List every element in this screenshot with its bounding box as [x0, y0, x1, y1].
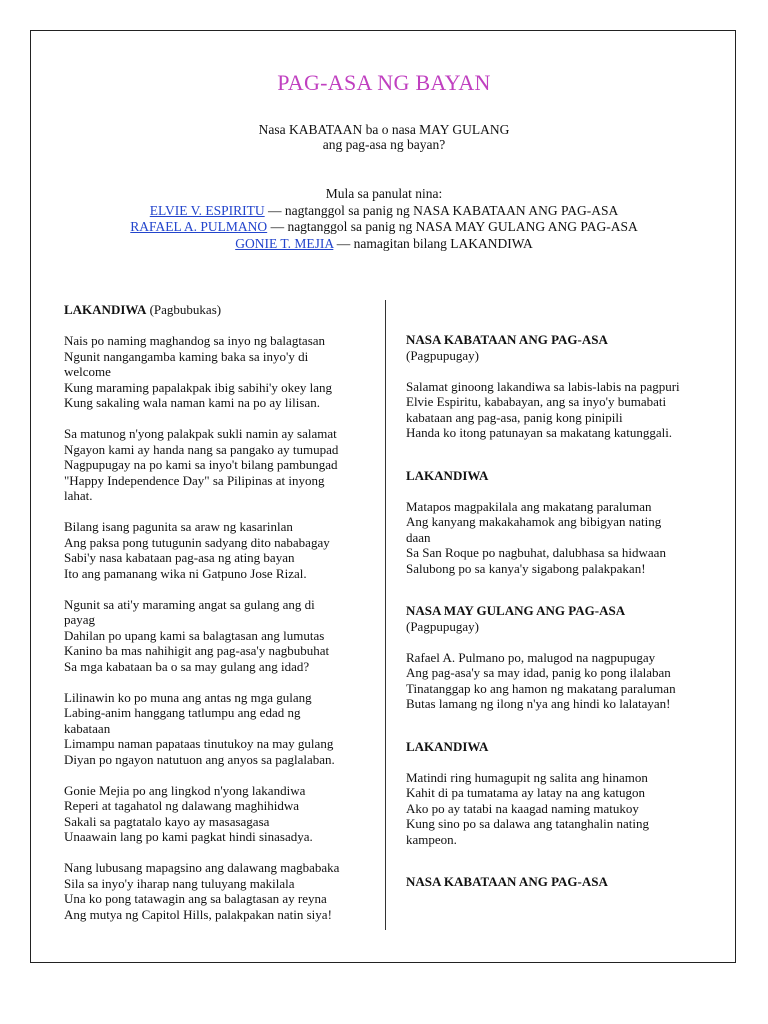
- section-heading: [64, 302, 379, 318]
- verse-line: Nais po naming maghandog sa inyo ng balagtasan: [64, 333, 326, 348]
- right-sections: [406, 332, 726, 890]
- verse-line: Ang pag-asa'y sa may idad, panig ko pong ilalaban: [406, 665, 671, 680]
- heading-sub: (Pagbubukas): [146, 302, 222, 317]
- verse-line: "Happy Independence Day" sa Pilipinas at inyong: [64, 472, 325, 488]
- verse-line: Rafael A. Pulmano po, malugod na nagpupugay: [406, 649, 656, 665]
- verse-line: Unaawain lang po kami pagkat hindi sinasadya.: [64, 829, 313, 844]
- verse-line: Ang mutya ng Capitol Hills, palakpakan natin siya!: [64, 906, 332, 922]
- author-role: — namagitan bilang LAKANDIWA: [333, 236, 533, 251]
- section-subheading: (Pagpupugay): [406, 618, 479, 634]
- verse-line: Ang kanyang makakahamok ang bibigyan nating: [406, 514, 662, 529]
- author-link-mejia[interactable]: GONIE T. MEJIA: [235, 236, 334, 251]
- verse-line: Salubong po sa kanya'y sigabong palakpakan!: [406, 560, 646, 576]
- author-row: [0, 203, 768, 219]
- section-heading: NASA MAY GULANG ANG PAG-ASA: [406, 603, 626, 618]
- verse-line: Salamat ginoong lakandiwa sa labis-labis na pagpuri: [406, 378, 680, 394]
- verse-line: Bilang isang pagunita sa araw ng kasarinlan: [64, 519, 293, 534]
- left-stanzas: [64, 333, 379, 922]
- author-role: — nagtanggol sa panig ng NASA KABATAAN ANG PAG-ASA: [264, 203, 619, 218]
- verse-line: Ako po ay tatabi na kaagad naming matukoy: [406, 800, 639, 816]
- left-column: [64, 302, 379, 922]
- verse-line: Nagpupugay na po kami sa inyo't bilang pambungad: [64, 457, 338, 472]
- heading-text: LAKANDIWA: [64, 302, 147, 317]
- verse-line: Gonie Mejia po ang lingkod n'yong lakandiwa: [64, 782, 306, 798]
- authors-intro: Mula sa panulat nina:: [325, 186, 443, 201]
- verse-line: Tinatanggap ko ang hamon ng makatang paraluman: [406, 680, 676, 696]
- verse-line: Labing-anim hanggang tatlumpu ang edad ng: [64, 705, 301, 720]
- verse-line: Una ko pong tatawagin ang sa balagtasan ay reyna: [64, 891, 327, 906]
- verse-line: Reperi at tagahatol ng dalawang maghihidwa: [64, 798, 300, 813]
- author-row: [0, 219, 768, 235]
- section-heading: LAKANDIWA: [406, 738, 489, 754]
- verse-line: Butas lamang ng ilong n'ya ang hindi ko lalatayan!: [406, 696, 671, 711]
- verse-line: Sa mga kabataan ba o sa may gulang ang idad?: [64, 658, 310, 674]
- verse-line: Sa matunog n'yong palakpak sukli namin ay salamat: [64, 426, 337, 441]
- verse-line: Sakali sa pagtatalo kayo ay masasagasa: [64, 813, 270, 829]
- verse-line: Dahilan po upang kami sa balagtasan ang lumutas: [64, 627, 325, 643]
- question-line-1: Nasa KABATAAN ba o nasa MAY GULANG: [258, 122, 510, 137]
- stanza: [406, 379, 726, 441]
- verse-line: Lilinawin ko po muna ang antas ng mga gulang: [64, 689, 312, 705]
- verse-line: Diyan po ngayon natutuon ang anyos sa paglalaban.: [64, 751, 335, 767]
- column-divider: [385, 300, 386, 930]
- section-heading: NASA KABATAAN ANG PAG-ASA: [406, 874, 608, 889]
- verse-line: Matapos magpakilala ang makatang paraluman: [406, 498, 652, 514]
- stanza: [64, 597, 379, 675]
- verse-line: Ngayon kami ay handa nang sa pangako ay tumupad: [64, 441, 339, 457]
- section-heading: LAKANDIWA: [406, 467, 489, 483]
- stanza: [406, 650, 726, 712]
- verse-line: Sa San Roque po nagbuhat, dalubhasa sa hidwaan: [406, 545, 666, 560]
- verse-line: kabataan ang pag-asa, panig kong pinipili: [406, 409, 623, 425]
- author-link-pulmano[interactable]: RAFAEL A. PULMANO: [130, 219, 268, 234]
- verse-line: payag: [64, 612, 96, 627]
- verse-line: Ngunit sa ati'y maraming angat sa gulang ang di: [64, 596, 315, 612]
- verse-line: lahat.: [64, 488, 93, 503]
- stanza: [64, 426, 379, 504]
- verse-line: Kahit di pa tumatama ay latay na ang katugon: [406, 785, 645, 800]
- verse-line: Kung sakaling wala naman kami na po ay lilisan.: [64, 395, 320, 410]
- verse-line: kampeon.: [406, 831, 457, 847]
- stanza: [64, 783, 379, 845]
- verse-line: Nang lubusang mapagsino ang dalawang magbabaka: [64, 860, 340, 875]
- right-column: [406, 332, 726, 890]
- verse-line: Sabi'y nasa kabataan pag-asa ng ating bayan: [64, 550, 295, 565]
- verse-line: Kung sino po sa dalawa ang tatanghalin nating: [406, 816, 649, 831]
- author-link-espiritu[interactable]: ELVIE V. ESPIRITU: [149, 203, 265, 218]
- stanza: [64, 333, 379, 411]
- stanza: [64, 860, 379, 922]
- section-heading: NASA KABATAAN ANG PAG-ASA: [406, 332, 608, 347]
- verse-line: daan: [406, 529, 431, 545]
- document-title: PAG-ASA NG BAYAN: [277, 70, 491, 95]
- question-line-2: ang pag-asa ng bayan?: [322, 137, 446, 152]
- stanza: [64, 519, 379, 581]
- stanza: [406, 770, 726, 848]
- verse-line: Kanino ba mas nahihigit ang pag-asa'y nagbubuhat: [64, 643, 330, 658]
- verse-line: Ito ang pamanang wika ni Gatpuno Jose Rizal.: [64, 565, 307, 581]
- verse-line: Limampu naman papataas tinutukoy na may gulang: [64, 736, 334, 751]
- verse-line: welcome: [64, 364, 111, 379]
- author-row: [0, 236, 768, 252]
- verse-line: Ngunit nangangamba kaming baka sa inyo'y di: [64, 348, 309, 364]
- stanza: [64, 690, 379, 768]
- verse-line: Ang paksa pong tutugunin sadyang dito nababagay: [64, 534, 330, 550]
- verse-line: kabataan: [64, 720, 111, 736]
- verse-line: Elvie Espiritu, kababayan, ang sa inyo'y bumabati: [406, 394, 667, 409]
- author-role: — nagtanggol sa panig ng NASA MAY GULANG ANG PAG-ASA: [267, 219, 638, 234]
- verse-line: Matindi ring humagupit ng salita ang hinamon: [406, 769, 648, 785]
- verse-line: Handa ko itong patunayan sa makatang katunggali.: [406, 425, 673, 440]
- section-subheading: (Pagpupugay): [406, 347, 479, 363]
- verse-line: Kung maraming papalakpak ibig sabihi'y okey lang: [64, 379, 333, 395]
- stanza: [406, 499, 726, 577]
- verse-line: Sila sa inyo'y iharap nang tuluyang makilala: [64, 875, 295, 891]
